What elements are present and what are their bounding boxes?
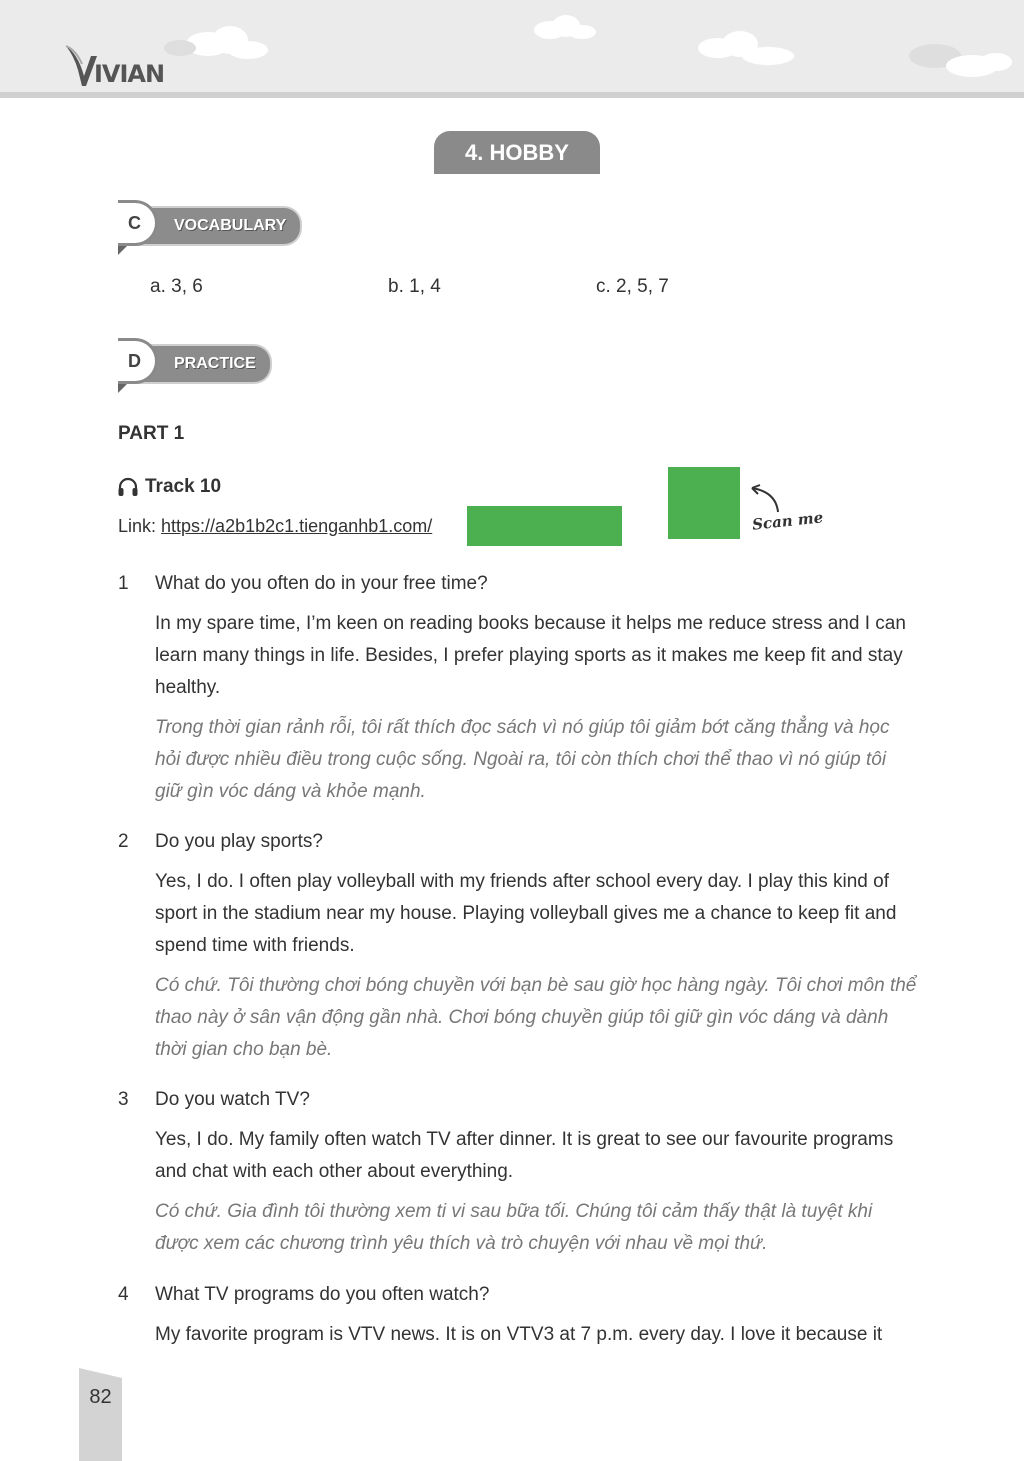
track-heading [117, 476, 221, 498]
curved-arrow-icon [746, 482, 786, 516]
question-text: What do you often do in your free time? [155, 573, 488, 594]
section-label: VOCABULARY [118, 206, 302, 246]
section-letter: C [118, 200, 158, 246]
page-number-tab [79, 1368, 122, 1461]
qa-item [118, 826, 918, 1066]
logo-text: IVIAN [94, 60, 165, 88]
vocab-answer-b: b. 1, 4 [388, 276, 441, 297]
answer-text: In my spare time, I’m keen on reading books because it helps me reduce stress and I can learn many things in life. Besides, I prefer playing sports as it makes me keep fit and stay healthy. [155, 613, 906, 698]
qa-item [118, 568, 918, 808]
answer-text: My favorite program is VTV news. It is on VTV3 at 7 p.m. every day. I love it because it [155, 1324, 883, 1345]
section-badge-practice [118, 338, 283, 392]
vocabulary-answers [150, 276, 910, 300]
scan-me-label: Scan me [751, 508, 824, 534]
page-header [0, 0, 1024, 92]
track-link-url[interactable]: https://a2b1b2c1.tienganhb1.com/ [161, 516, 433, 536]
question-number: 3 [118, 1089, 129, 1110]
section-badge-vocabulary [118, 200, 308, 254]
unit-title: 4. HOBBY [434, 131, 600, 174]
qa-item [118, 1279, 918, 1359]
question-text: Do you play sports? [155, 831, 323, 852]
question-text: What TV programs do you often watch? [155, 1284, 490, 1305]
question-text: Do you watch TV? [155, 1089, 310, 1110]
part-title: PART 1 [118, 423, 185, 444]
badge-tail [118, 384, 127, 393]
translation-text: Có chứ. Gia đình tôi thường xem ti vi sau bữa tối. Chúng tôi cảm thấy thật là tuyệt khi được xem các chương trình yêu thích và trò chuyện với nhau về mọi thứ. [155, 1201, 873, 1254]
question-number: 2 [118, 831, 129, 852]
qr-code[interactable] [668, 467, 740, 539]
question-number: 4 [118, 1284, 129, 1305]
track-label: Track 10 [145, 476, 222, 497]
headphones-icon [117, 477, 139, 497]
question-number: 1 [118, 573, 129, 594]
vivian-logo [64, 38, 164, 88]
page-number: 82 [89, 1386, 112, 1408]
answer-text: Yes, I do. I often play volleyball with my friends after school every day. I play this kind of sport in the stadium near my house. Playing volleyball gives me a chance to keep fit and spend time with friends. [155, 871, 897, 956]
track-link [118, 516, 432, 537]
section-letter: D [118, 338, 158, 384]
link-redaction-block [467, 506, 622, 546]
header-rule [0, 92, 1024, 98]
section-label: PRACTICE [118, 344, 272, 384]
translation-text: Trong thời gian rảnh rỗi, tôi rất thích đọc sách vì nó giúp tôi giảm bớt căng thẳng và học hỏi được nhiều điều trong cuộc sống. Ngoài ra, tôi còn thích chơi thể thao vì nó giúp tôi giữ gìn vóc dáng và khỏe mạnh. [155, 717, 890, 802]
vocab-answer-c: c. 2, 5, 7 [596, 276, 669, 297]
answer-text: Yes, I do. My family often watch TV after dinner. It is great to see our favourite programs and chat with each other about everything. [155, 1129, 894, 1182]
badge-tail [118, 246, 127, 255]
link-prefix: Link: [118, 516, 162, 536]
vocab-answer-a: a. 3, 6 [150, 276, 203, 297]
logo-v-icon [64, 42, 98, 88]
translation-text: Có chứ. Tôi thường chơi bóng chuyền với bạn bè sau giờ học hàng ngày. Tôi chơi môn thể thao này ở sân vận động gần nhà. Chơi bóng chuyền giúp tôi giữ gìn vóc dáng và dành thời gian cho bạn bè. [155, 975, 917, 1060]
qa-item [118, 1084, 918, 1260]
